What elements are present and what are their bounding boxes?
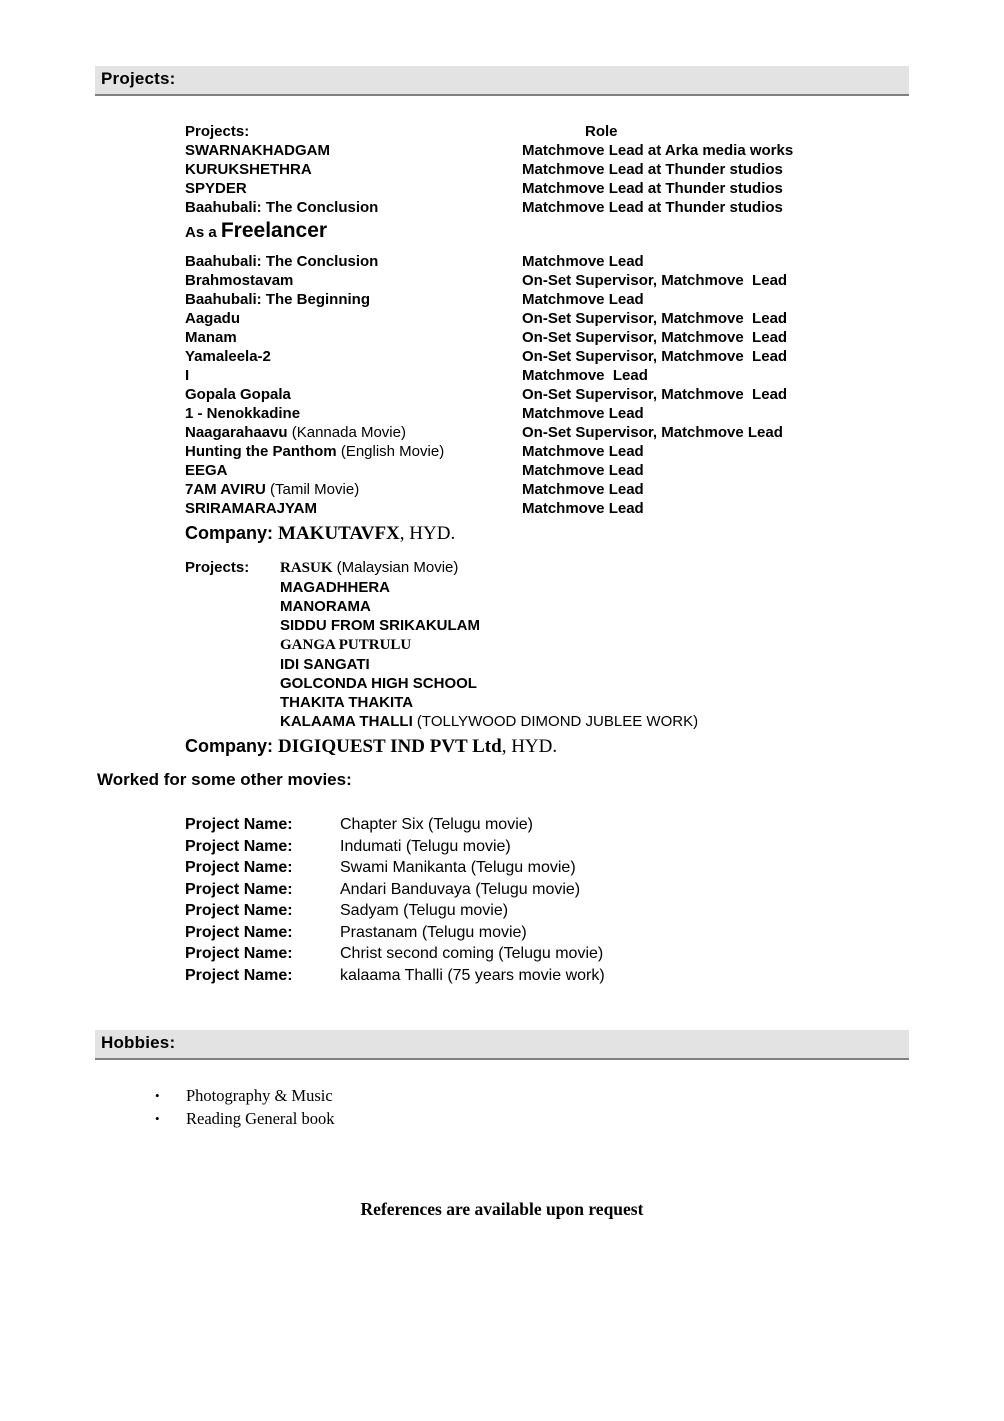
freelancer-line <box>185 218 793 246</box>
project-title: RASUK <box>280 560 333 576</box>
movie-title-cell <box>185 198 522 217</box>
company-location: , HYD. <box>399 523 456 544</box>
movie-title: SRIRAMARAJYAM <box>185 500 317 517</box>
table-row <box>185 499 787 518</box>
movie-title-cell <box>185 271 522 290</box>
movie-role: Matchmove Lead <box>522 462 644 479</box>
project-name-value: Andari Banduvaya (Telugu movie) <box>340 880 581 898</box>
movie-title-cell <box>185 423 522 442</box>
movie-title: Yamaleela-2 <box>185 348 271 365</box>
hobbies-section-bar <box>95 1030 909 1060</box>
hobby-item <box>155 1107 334 1130</box>
digiquest-item <box>280 635 698 655</box>
freelancer-rows <box>185 252 787 518</box>
digiquest-item <box>280 712 698 731</box>
role-column-header: Role <box>585 123 618 140</box>
hobbies-list <box>155 1084 334 1130</box>
project-name-label: Project Name: <box>185 902 293 919</box>
movie-title: Baahubali: The Conclusion <box>185 199 379 216</box>
projects-section-bar <box>95 66 909 96</box>
project-title-note: (Malaysian Movie) <box>332 559 459 576</box>
movie-title-cell <box>185 309 522 328</box>
other-movies-heading: Worked for some other movies: <box>97 770 352 789</box>
movie-role: On-Set Supervisor, Matchmove Lead <box>522 272 788 289</box>
projects-column-header: Projects: <box>185 123 250 140</box>
table-row <box>185 366 787 385</box>
table-row <box>185 404 787 423</box>
movie-title: Aagadu <box>185 310 241 327</box>
project-name-value: Swami Manikanta (Telugu movie) <box>340 859 576 876</box>
table-row <box>185 252 787 271</box>
digiquest-items <box>280 558 698 731</box>
hobbies-section-title: Hobbies: <box>101 1033 176 1052</box>
project-title: KALAAMA THALLI <box>280 713 413 730</box>
movie-title: Brahmostavam <box>185 272 294 289</box>
movie-title-cell <box>185 499 522 518</box>
movie-title: Baahubali: The Conclusion <box>185 253 379 270</box>
movie-title-cell <box>185 461 522 480</box>
table-row <box>185 328 787 347</box>
project-title: MAGADHHERA <box>280 579 390 596</box>
digiquest-item <box>280 578 698 597</box>
movie-role: Matchmove Lead at Thunder studios <box>522 180 783 197</box>
freelancer-prefix: As a <box>185 224 221 241</box>
company-name: MAKUTAVFX <box>278 523 400 544</box>
digiquest-item <box>280 616 698 635</box>
project-name-value: Chapter Six (Telugu movie) <box>340 816 533 833</box>
movie-role: Matchmove Lead at Thunder studios <box>522 199 783 216</box>
project-title: SIDDU FROM SRIKAKULAM <box>280 617 480 634</box>
movie-title-cell <box>185 385 522 404</box>
hobby-label: Photography & Music <box>186 1086 333 1105</box>
company-location: , HYD. <box>501 736 558 757</box>
table-row <box>185 271 787 290</box>
projects-section-title: Projects: <box>101 69 176 88</box>
movie-role: On-Set Supervisor, Matchmove Lead <box>522 310 788 327</box>
company-line-makuta <box>185 520 787 547</box>
table-row <box>185 160 793 179</box>
movie-role: On-Set Supervisor, Matchmove Lead <box>522 424 783 441</box>
table-row <box>185 198 793 217</box>
project-name-label: Project Name: <box>185 945 293 962</box>
project-name-row <box>185 943 605 965</box>
digiquest-item <box>280 674 698 693</box>
table-row <box>185 461 787 480</box>
movie-title: Manam <box>185 329 237 346</box>
project-name-value: kalaama Thalli (75 years movie work) <box>340 966 605 984</box>
table-header-row <box>185 122 793 141</box>
movie-title: KURUKSHETHRA <box>185 161 312 178</box>
movie-title-cell <box>185 347 522 366</box>
table-row <box>185 423 787 442</box>
project-name-label: Project Name: <box>185 923 293 941</box>
project-title: GOLCONDA HIGH SCHOOL <box>280 675 477 692</box>
movie-role: Matchmove Lead <box>522 405 644 422</box>
project-name-value: Prastanam (Telugu movie) <box>340 923 527 941</box>
movie-role: Matchmove Lead <box>522 291 644 308</box>
movie-role: Matchmove Lead at Thunder studios <box>522 161 783 178</box>
movie-role: Matchmove Lead <box>522 443 644 460</box>
project-title-note: (TOLLYWOOD DIMOND JUBLEE WORK) <box>412 713 699 730</box>
movie-role: Matchmove Lead <box>522 481 644 498</box>
table-row <box>185 347 787 366</box>
freelancer-word: Freelancer <box>220 219 328 242</box>
digiquest-item <box>280 655 698 674</box>
project-title: MANORAMA <box>280 598 371 615</box>
project-name-row <box>185 922 605 944</box>
hobby-item <box>155 1084 334 1107</box>
movie-title: Baahubali: The Beginning <box>185 291 371 308</box>
movie-title: Gopala Gopala <box>185 386 291 403</box>
movie-title-cell <box>185 179 522 198</box>
movie-title-cell <box>185 290 522 309</box>
company-name: DIGIQUEST IND PVT Ltd <box>278 736 502 757</box>
project-name-row <box>185 879 605 901</box>
table-row <box>185 385 787 404</box>
project-title: THAKITA THAKITA <box>280 694 414 711</box>
movie-title-cell <box>185 328 522 347</box>
table-row <box>185 309 787 328</box>
project-name-value: Sadyam (Telugu movie) <box>340 902 509 919</box>
movie-role: Matchmove Lead <box>522 367 648 384</box>
table-row <box>185 442 787 461</box>
movie-title: 7AM AVIRU <box>185 481 266 498</box>
movie-title: EEGA <box>185 462 228 479</box>
project-name-label: Project Name: <box>185 966 293 984</box>
movie-title-cell <box>185 160 522 179</box>
movie-title: 1 - Nenokkadine <box>185 405 301 422</box>
hobby-label: Reading General book <box>186 1109 335 1128</box>
digiquest-item <box>280 693 698 712</box>
other-movies-list <box>185 814 605 986</box>
movie-title: Hunting the Panthom <box>185 443 337 460</box>
project-name-row <box>185 857 605 879</box>
table-row <box>185 290 787 309</box>
movie-title: SPYDER <box>185 180 247 197</box>
digiquest-item <box>280 597 698 616</box>
movie-title-cell <box>185 252 522 271</box>
studio-rows <box>185 141 793 217</box>
project-name-label: Project Name: <box>185 859 293 876</box>
freelancer-projects-table <box>185 252 787 547</box>
movie-role: On-Set Supervisor, Matchmove Lead <box>522 348 788 365</box>
digiquest-projects-label: Projects: <box>185 559 250 576</box>
movie-title-note: (Kannada Movie) <box>287 424 406 441</box>
bullet-icon: • <box>155 1111 160 1126</box>
studio-projects-table <box>185 122 793 246</box>
digiquest-projects-block <box>185 558 698 760</box>
company-label: Company: <box>185 523 274 543</box>
project-name-label: Project Name: <box>185 880 293 898</box>
digiquest-projects-row <box>185 558 698 731</box>
project-name-row <box>185 900 605 922</box>
movie-role: Matchmove Lead <box>522 500 644 517</box>
movie-title-cell <box>185 366 522 385</box>
project-title: IDI SANGATI <box>280 656 370 673</box>
project-name-label: Project Name: <box>185 816 293 833</box>
table-row <box>185 480 787 499</box>
movie-title-cell <box>185 141 522 160</box>
project-name-label: Project Name: <box>185 837 293 855</box>
project-title: GANGA PUTRULU <box>280 637 412 653</box>
movie-title-note: (Tamil Movie) <box>265 481 360 498</box>
project-name-value: Indumati (Telugu movie) <box>340 837 511 855</box>
company-line-digiquest <box>185 733 698 760</box>
movie-title-cell <box>185 404 522 423</box>
movie-title-note: (English Movie) <box>336 443 445 460</box>
movie-title-cell <box>185 480 522 499</box>
movie-role: Matchmove Lead <box>522 253 644 270</box>
movie-title: I <box>185 367 190 384</box>
movie-role: On-Set Supervisor, Matchmove Lead <box>522 329 788 346</box>
movie-role: Matchmove Lead at Arka media works <box>522 142 794 159</box>
movie-role: On-Set Supervisor, Matchmove Lead <box>522 386 788 403</box>
movie-title: SWARNAKHADGAM <box>185 142 330 159</box>
project-name-row <box>185 836 605 858</box>
bullet-icon: • <box>155 1088 160 1103</box>
table-row <box>185 141 793 160</box>
references-note: References are available upon request <box>360 1199 644 1219</box>
project-name-row <box>185 814 605 836</box>
table-row <box>185 179 793 198</box>
company-label: Company: <box>185 736 274 756</box>
movie-title: Naagarahaavu <box>185 424 288 441</box>
project-name-value: Christ second coming (Telugu movie) <box>340 945 604 962</box>
movie-title-cell <box>185 442 522 461</box>
digiquest-item <box>280 558 698 578</box>
project-name-row <box>185 965 605 987</box>
